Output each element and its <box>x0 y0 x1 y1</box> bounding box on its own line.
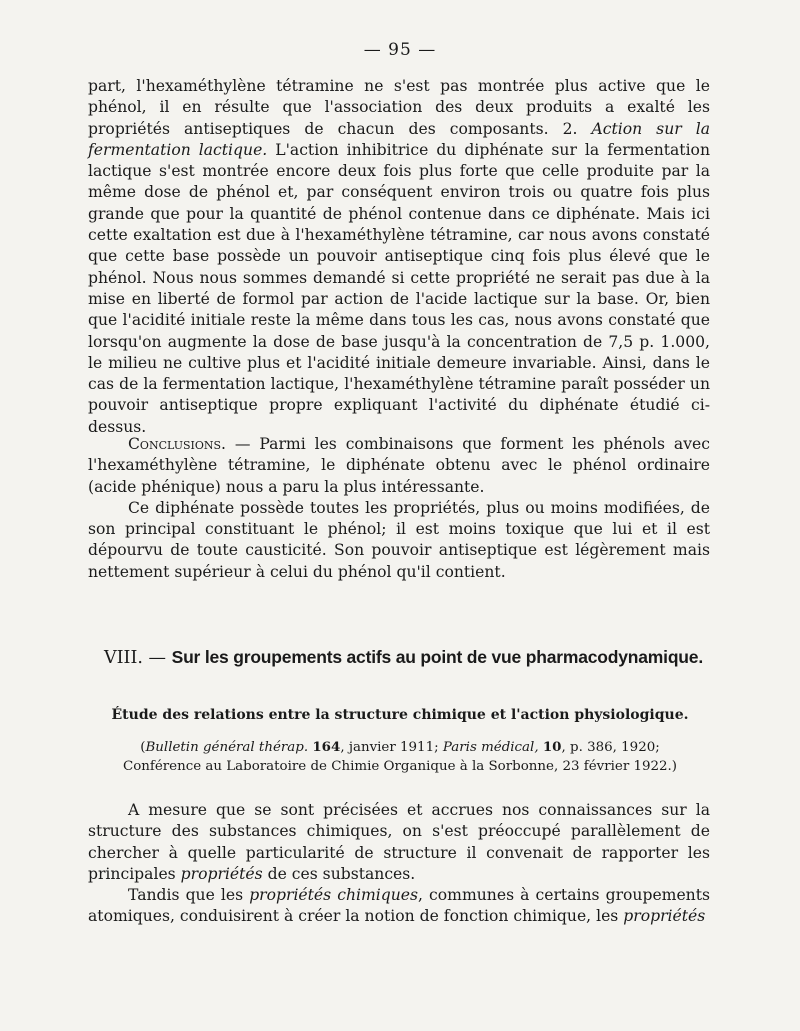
text-run: L'action inhibitrice du diphénate sur la fermentation lactique s'est montrée encore deux fois plus forte que celle produite par la même dose de phénol et, par conséquent environ trois ou quatre fois plus grande que pour la quantité de phénol contenue dans ce diphénate. Mais ici cette exaltation est due à l'hexaméthylène tétramine, car nous avons constaté que cette base possède un pouvoir antiseptique cinq fois plus élevé que le phénol. Nous nous sommes demandé si cette propriété ne serait pas due à la mise en liberté de formol par action de l'acide lactique sur la base. Or, bien que l'acidité initiale reste la même dans tous les cas, nous avons constaté que lorsqu'on augmente la dose de base jusqu'à la concentration de 7,5 p. 1.000, le milieu ne cultive plus et l'acidité initiale demeure invariable. Ainsi, dans le cas de la fermentation lactique, l'hexaméthylène tétramine paraît posséder un pouvoir antiseptique propre expliquant l'activité du diphénate étudié ci-dessus. <box>88 140 710 436</box>
body-paragraph <box>88 76 710 438</box>
paren-open: ( <box>140 740 146 755</box>
paragraph-phenol-antiseptic <box>88 76 710 438</box>
body-paragraph <box>88 885 710 928</box>
text-run: — Parmi les combinaisons que forment les phénols avec l'hexaméthylène tétramine, le diphénate obtenu avec le phénol ordinaire (acide phénique) nous a paru la plus intéressante. <box>88 435 710 496</box>
emphasis: propriétés chimiques <box>249 886 419 905</box>
page-number: — 95 — <box>363 40 437 60</box>
text-run: , p. 386, 1920; Conférence au Laboratoire de Chimie Organique à la Sorbonne, 23 février 1922.) <box>122 740 678 774</box>
text-run: A mesure que se sont précisées et accrues nos connaissances sur la structure des substances chimiques, on s'est préoccupé parallèlement de chercher à quelle particularité de structure il convenait de rapporter les principales <box>88 801 710 883</box>
conclusions-paragraph <box>88 434 710 498</box>
conclusions-label: Conclusions. <box>128 435 226 453</box>
volume-number: 10 <box>542 739 562 755</box>
subheading: Étude des relations entre la structure chimique et l'action physiologique. <box>111 707 689 723</box>
text-run: , communes à certains groupements atomiques, conduisirent à créer la notion de fonction chimique, les <box>88 886 710 926</box>
chapter-numeral: VIII. <box>104 648 143 668</box>
chapter-heading <box>104 647 724 668</box>
text-run: , janvier 1911; <box>340 740 443 755</box>
journal-name: Paris médical, <box>442 740 539 755</box>
journal-name: Bulletin général thérap. <box>145 740 309 755</box>
emphasis: propriétés <box>623 907 706 926</box>
text-run: de ces substances. <box>262 864 416 883</box>
heading-dash: — <box>142 648 172 668</box>
volume-number: 164 <box>312 739 341 755</box>
conclusions-paragraph-2: Ce diphénate possède toutes les propriétés, plus ou moins modifiées, de son principal constituant le phénol; il est moins toxique que lui et il est dépourvu de toute causticité. Son pouvoir antiseptique est légèrement mais nettement supérieur à celui du phénol qu'il contient. <box>88 498 710 581</box>
conclusions-section <box>88 434 710 583</box>
text-run: Tandis que les <box>128 886 250 905</box>
citation <box>100 738 700 776</box>
emphasis: propriétés <box>180 864 263 883</box>
body-paragraph <box>88 800 710 885</box>
section-italic-title: Action sur la fermentation lactique. <box>88 119 710 159</box>
chapter-title: Sur les groupements actifs au point de vue pharmacodynamique. <box>171 647 703 667</box>
section-intro <box>88 800 710 928</box>
text-run: part, l'hexaméthylène tétramine ne s'est pas montrée plus active que le phénol, il en résulte que l'association des deux produits a exalté les propriétés antiseptiques de chacun des composants. 2. <box>88 77 710 138</box>
